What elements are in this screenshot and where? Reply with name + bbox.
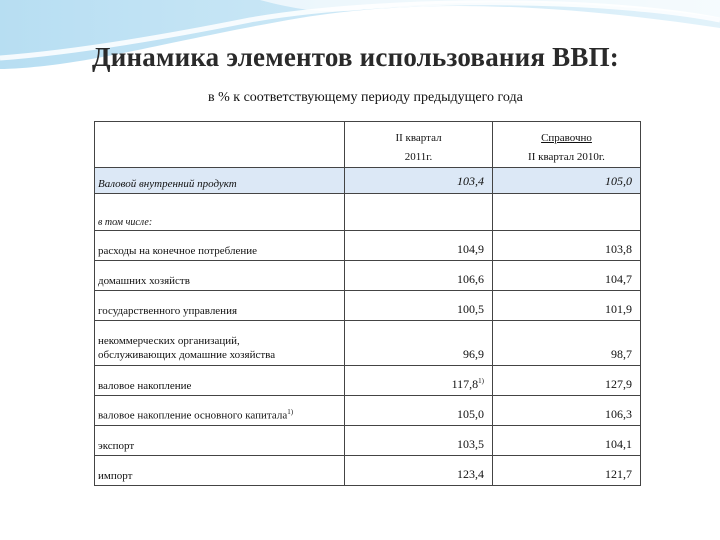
row-value-2010: 98,7 (493, 321, 641, 366)
table-row (95, 426, 641, 456)
row-label-line1: некоммерческих организаций, (98, 335, 240, 347)
gdp-row (95, 168, 641, 194)
table-row (95, 396, 641, 426)
row-label: валовое накопление (95, 366, 345, 396)
row-value-2011: 96,9 (345, 321, 493, 366)
subheading-row (95, 194, 641, 231)
row-value-2011-number: 117,8 (451, 377, 479, 391)
row-label: экспорт (95, 426, 345, 456)
row-label: государственного управления (95, 291, 345, 321)
table-row (95, 291, 641, 321)
row-label: домашних хозяйств (95, 261, 345, 291)
row-value-2011: 100,5 (345, 291, 493, 321)
gdp-value-2010: 105,0 (493, 168, 641, 194)
subheading-label: в том числе: (95, 194, 345, 231)
page-subtitle: в % к соответствующему периоду предыдущего года (208, 90, 523, 105)
row-label: расходы на конечное потребление (95, 231, 345, 261)
table-row (95, 261, 641, 291)
row-value-2011: 106,6 (345, 261, 493, 291)
row-label: импорт (95, 456, 345, 486)
header-reference-line2: II квартал 2010г. (528, 151, 605, 163)
row-value-2011: 105,0 (345, 396, 493, 426)
header-empty-cell (95, 122, 345, 168)
header-reference-line1: Справочно (541, 132, 592, 144)
table-row (95, 456, 641, 486)
row-value-2010: 121,7 (493, 456, 641, 486)
table-row (95, 366, 641, 396)
row-value-2011: 103,5 (345, 426, 493, 456)
row-value-2011: 123,4 (345, 456, 493, 486)
row-value-2010: 103,8 (493, 231, 641, 261)
row-label (95, 396, 345, 426)
gdp-value-2011: 103,4 (345, 168, 493, 194)
row-value-2010: 127,9 (493, 366, 641, 396)
row-value-2011: 104,9 (345, 231, 493, 261)
table-header-row (95, 122, 641, 168)
gdp-usage-table (94, 121, 641, 486)
row-label (95, 321, 345, 366)
row-value-2011 (345, 366, 493, 396)
page-title: Динамика элементов использования ВВП: (92, 42, 619, 72)
header-q2-2011-line2: 2011г. (404, 151, 433, 163)
footnote-marker: 1) (478, 377, 484, 385)
header-reference-q2-2010 (493, 122, 641, 168)
table-row (95, 231, 641, 261)
footnote-marker: 1) (287, 408, 294, 417)
row-value-2010: 101,9 (493, 291, 641, 321)
row-label-text: валовое накопление основного капитала (98, 410, 288, 422)
row-label-line2: обслуживающих домашние хозяйства (98, 349, 276, 361)
table-row (95, 321, 641, 366)
header-q2-2011 (345, 122, 493, 168)
header-q2-2011-line1: II квартал (395, 132, 442, 144)
row-value-2010: 104,1 (493, 426, 641, 456)
gdp-label: Валовой внутренний продукт (95, 168, 345, 194)
row-value-2010: 104,7 (493, 261, 641, 291)
row-value-2010: 106,3 (493, 396, 641, 426)
